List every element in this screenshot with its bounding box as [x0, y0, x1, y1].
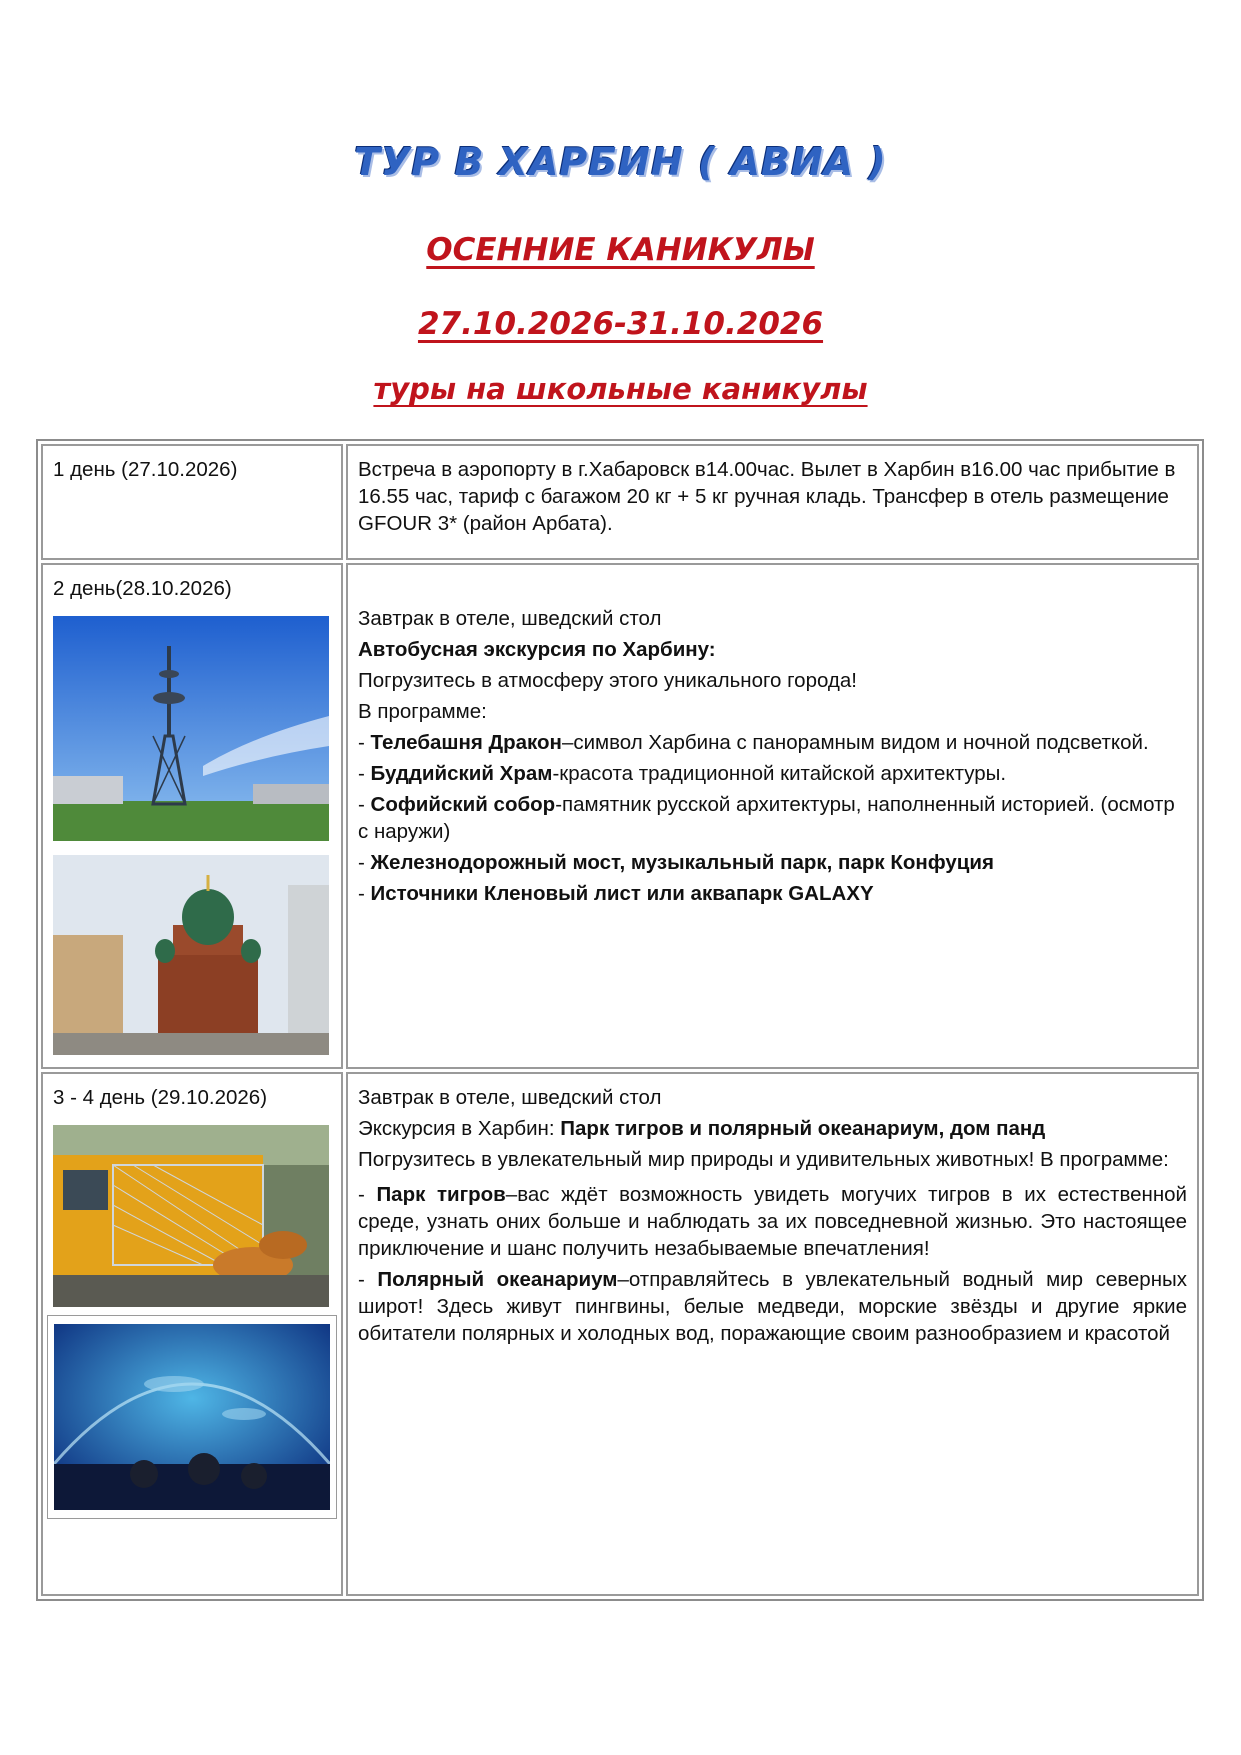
itinerary-table — [36, 439, 1204, 1601]
program-item: - Железнодорожный мост, музыкальный парк, парк Конфуция — [358, 851, 994, 874]
tour-tagline: туры на школьные каникулы — [373, 372, 868, 406]
program-label: В программе: — [358, 700, 487, 723]
description-cell — [346, 1072, 1199, 1596]
excursion-title: Автобусная экскурсия по Харбину: — [358, 638, 716, 661]
program-item: - Полярный океанариум–отправляйтесь в увлекательный водный мир северных широт! Здесь живут пингвины, белые медведи, морские звёзды и другие яркие обитатели полярных и холодных вод, поражающие своим разнообразием и красотой — [358, 1268, 1187, 1345]
tv-tower-photo — [53, 616, 329, 841]
excursion-line: Экскурсия в Харбин: Парк тигров и полярный океанариум, дом панд — [358, 1117, 1046, 1140]
sofia-cathedral-photo — [53, 855, 329, 1055]
day-cell — [41, 1072, 343, 1596]
day-label: 1 день (27.10.2026) — [53, 458, 238, 481]
day-cell — [41, 563, 343, 1069]
program-item: - Софийский собор-памятник русской архитектуры, наполненный историей. (осмотр с наружи) — [358, 793, 1175, 843]
program-item: - Парк тигров–вас ждёт возможность увидеть могучих тигров в их естественной среде, узнать оних больше и наблюдать за их повседневной жизнью. Это настоящее приключение и шанс получить незабываемые впечатления! — [358, 1183, 1187, 1260]
program-item: - Источники Кленовый лист или аквапарк GALAXY — [358, 882, 874, 905]
season-subtitle: ОСЕННИЕ КАНИКУЛЫ — [426, 232, 815, 268]
excursion-intro: Погрузитесь в атмосферу этого уникального города! — [358, 669, 857, 692]
breakfast-line: Завтрак в отеле, шведский стол — [358, 607, 662, 630]
day-label: 3 - 4 день (29.10.2026) — [53, 1086, 268, 1109]
day-label: 2 день(28.10.2026) — [53, 577, 232, 600]
day-cell — [41, 444, 343, 560]
aquarium-photo-frame — [47, 1315, 337, 1519]
itinerary-row-day-3-4 — [41, 1072, 1199, 1596]
program-item: - Буддийский Храм-красота традиционной китайской архитектуры. — [358, 762, 1007, 785]
polar-aquarium-photo — [54, 1324, 330, 1510]
itinerary-row-day-1 — [41, 444, 1199, 560]
description-cell — [346, 444, 1199, 560]
tour-dates: 27.10.2026-31.10.2026 — [417, 306, 824, 342]
itinerary-row-day-2 — [41, 563, 1199, 1069]
program-item: - Телебашня Дракон–символ Харбина с панорамным видом и ночной подсветкой. — [358, 731, 1149, 754]
excursion-intro: Погрузитесь в увлекательный мир природы и удивительных животных! В программе: — [358, 1148, 1169, 1171]
description-cell — [346, 563, 1199, 1069]
breakfast-line: Завтрак в отеле, шведский стол — [358, 1086, 662, 1109]
day-description: Встреча в аэропорту в г.Хабаровск в14.00час. Вылет в Харбин в16.00 час прибытие в 16.55 час, тариф с багажом 20 кг + 5 кг ручная кладь. Трансфер в отель размещение GFOUR 3* (район Арбата). — [358, 458, 1176, 535]
tour-title: ТУР В ХАРБИН ( АВИА ) — [354, 140, 887, 184]
tiger-park-photo — [53, 1125, 329, 1307]
